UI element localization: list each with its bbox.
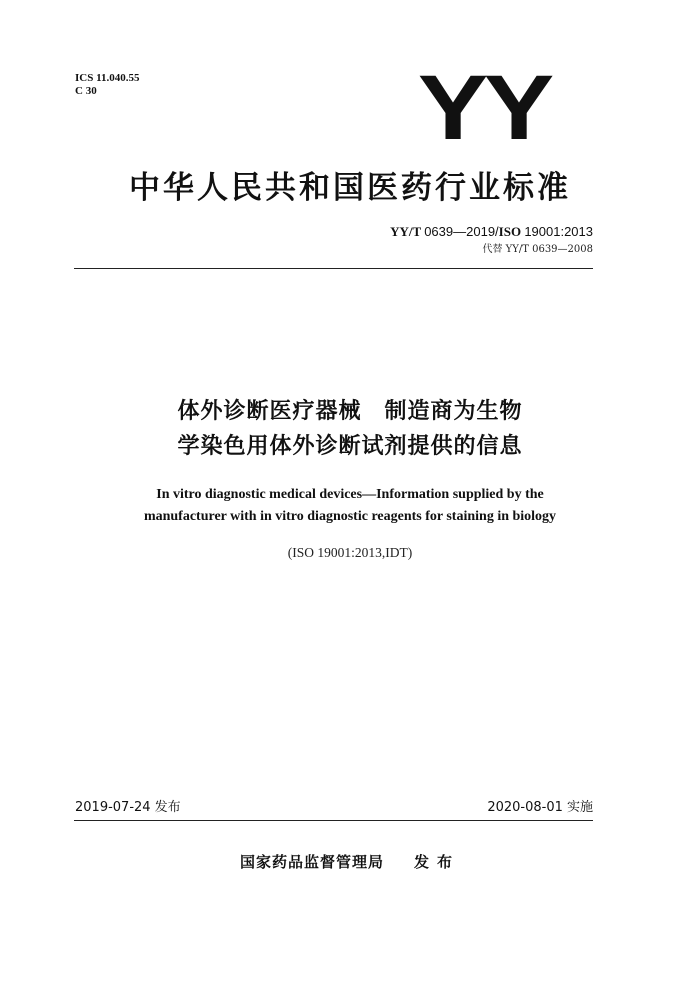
iso-prefix: ISO — [498, 224, 522, 239]
title-cn-line-1: 体外诊断医疗器械 制造商为生物 — [177, 399, 523, 424]
effective-date: 2020-08-01 实施 — [487, 800, 593, 815]
ccs-code: C 30 — [75, 85, 97, 97]
title-cn-line-2: 学染色用体外诊断试剂提供的信息 — [177, 434, 523, 459]
standard-number-value: 0639—2019/ — [424, 224, 499, 239]
title-en-line-1: In vitro diagnostic medical devices—Information supplied by the — [156, 487, 544, 502]
issue-date: 2019-07-24 发布 — [75, 800, 181, 815]
yy-logo: YY — [418, 57, 550, 159]
standard-number — [390, 224, 593, 240]
iso-equivalence: (ISO 19001:2013,IDT) — [287, 545, 413, 560]
publish-label: 发布 — [414, 853, 461, 871]
bottom-divider — [74, 820, 593, 821]
title-en-line-2: manufacturer with in vitro diagnostic reagents for staining in biology — [143, 509, 557, 524]
top-divider — [74, 268, 593, 269]
publisher-name: 国家药品监督管理局 — [239, 853, 384, 871]
iso-number: 19001:2013 — [524, 224, 593, 239]
industry-standard-title: 中华人民共和国医药行业标准 — [129, 170, 571, 206]
standard-prefix: YY/T — [390, 224, 421, 239]
replaces-note: 代替 YY/T 0639—2008 — [482, 244, 593, 255]
ics-code: ICS 11.040.55 — [75, 72, 140, 84]
publisher — [0, 851, 700, 872]
classification-codes — [75, 72, 140, 98]
